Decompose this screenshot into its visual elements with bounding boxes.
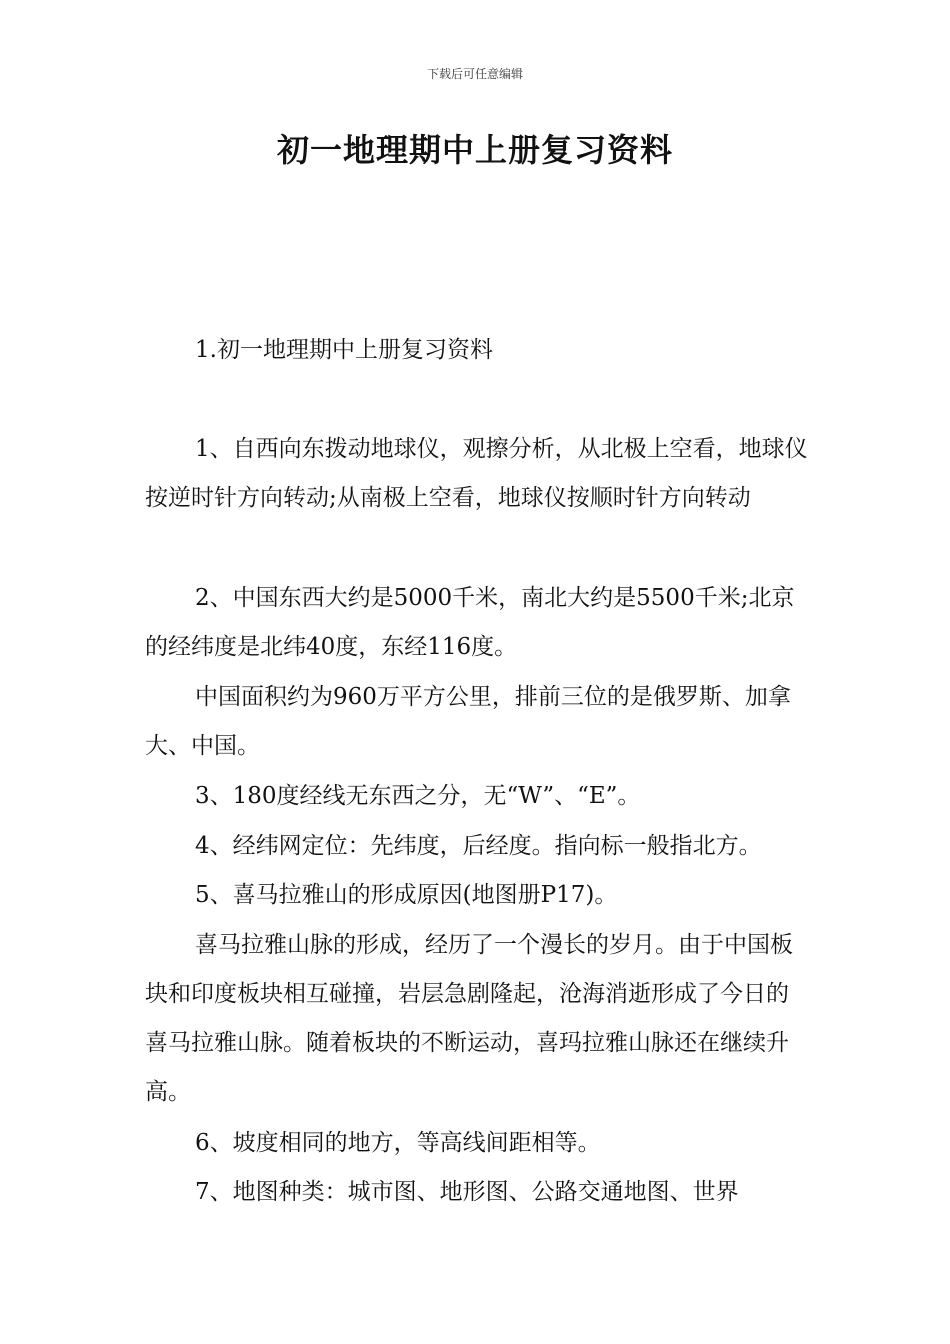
page-header: 下载后可任意编辑 (426, 67, 523, 81)
paragraph-himalaya: 喜马拉雅山脉的形成，经历了一个漫长的岁月。由于中国板块和印度板块相互碰撞，岩层急剧隆起，沧海消逝形成了今日的喜马拉雅山脉。随着板块的不断运动，喜玛拉雅山脉还在继续升高。 (145, 932, 793, 1105)
paragraph-item-7: 7、地图种类：城市图、地形图、公路交通地图、世界 (195, 1179, 739, 1205)
paragraph-item-1: 1、自西向东拨动地球仪，观擦分析，从北极上空看，地球仪按逆时针方向转动;从南极上空看，地球仪按顺时针方向转动 (145, 436, 808, 511)
paragraph-subtitle: 1.初一地理期中上册复习资料 (195, 337, 493, 363)
paragraph-item-2: 2、中国东西大约是5000千米，南北大约是5500千米;北京的经纬度是北纬40度，东经116度。 (145, 585, 795, 660)
paragraph-item-4: 4、经纬网定位：先纬度，后经度。指向标一般指北方。 (195, 833, 762, 859)
paragraph-item-6: 6、坡度相同的地方，等高线间距相等。 (195, 1130, 601, 1156)
paragraph-item-5: 5、喜马拉雅山的形成原因(地图册P17)。 (195, 882, 618, 908)
document-title: 初一地理期中上册复习资料 (276, 131, 673, 169)
paragraph-item-3: 3、180度经线无东西之分，无“W”、“E”。 (195, 783, 641, 809)
paragraph-area: 中国面积约为960万平方公里，排前三位的是俄罗斯、加拿大、中国。 (145, 684, 791, 759)
